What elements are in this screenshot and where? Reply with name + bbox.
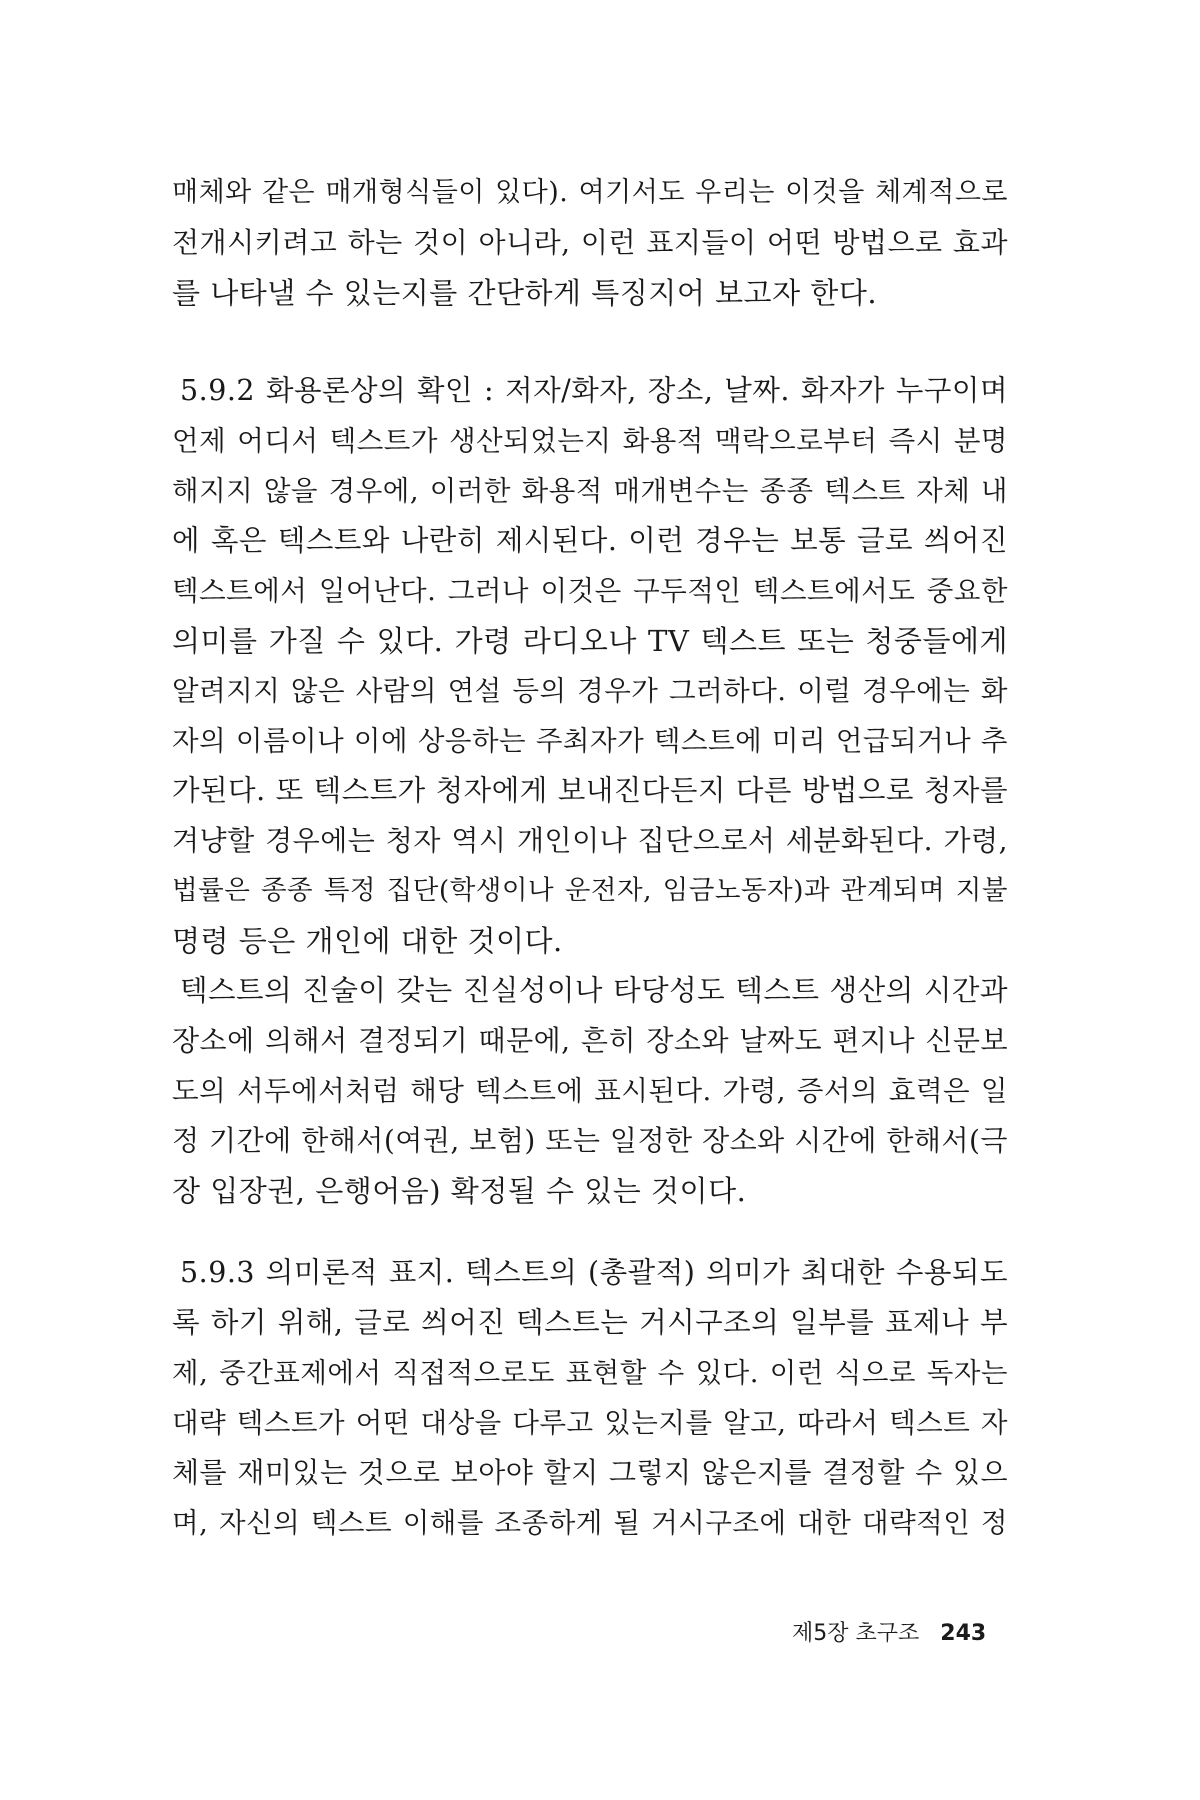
text-line: 에 혹은 텍스트와 나란히 제시된다. 이런 경우는 보통 글로 씌어진 [172, 524, 1008, 557]
text-line: 자의 이름이나 이에 상응하는 주최자가 텍스트에 미리 언급되거나 추 [172, 725, 1008, 757]
text-line: 가된다. 또 텍스트가 청자에게 보내진다든지 다른 방법으로 청자를 [172, 774, 1008, 807]
text-line: 체를 재미있는 것으로 보아야 할지 그렇지 않은지를 결정할 수 있으 [172, 1456, 1008, 1489]
page-footer [792, 1614, 1008, 1654]
text-line: 5.9.2 화용론상의 확인 : 저자/화자, 장소, 날짜. 화자가 누구이며 [180, 374, 1008, 407]
running-chapter-title: 제5장 초구조 [792, 1621, 920, 1646]
text-line: 전개시키려고 하는 것이 아니라, 이런 표지들이 어떤 방법으로 효과 [172, 226, 1008, 259]
page-number: 243 [940, 1621, 987, 1646]
text-line: 언제 어디서 텍스트가 생산되었는지 화용적 맥락으로부터 즉시 분명 [172, 425, 1008, 457]
text-line: 법률은 종종 특정 집단(학생이나 운전자, 임금노동자)과 관계되며 지불 [172, 875, 1008, 906]
text-line: 겨냥할 경우에는 청자 역시 개인이나 집단으로서 세분화된다. 가령, [172, 824, 1008, 857]
text-line: 제, 중간표제에서 직접적으로도 표현할 수 있다. 이런 식으로 독자는 [172, 1357, 1008, 1389]
text-line: 장 입장권, 은행어음) 확정될 수 있는 것이다. [172, 1174, 747, 1208]
text-line: 의미를 가질 수 있다. 가령 라디오나 TV 텍스트 또는 청중들에게 [172, 624, 1008, 658]
text-line: 알려지지 않은 사람의 연설 등의 경우가 그러하다. 이럴 경우에는 화 [172, 675, 1008, 707]
section-5-9-2 [172, 366, 1008, 1216]
text-line: 텍스트의 진술이 갖는 진실성이나 타당성도 텍스트 생산의 시간과 [180, 974, 1008, 1007]
text-line: 장소에 의해서 결정되기 때문에, 흔히 장소와 날짜도 편지나 신문보 [172, 1024, 1008, 1057]
text-line: 5.9.3 의미론적 표지. 텍스트의 (총괄적) 의미가 최대한 수용되도 [180, 1256, 1008, 1289]
text-line: 도의 서두에서처럼 해당 텍스트에 표시된다. 가령, 증서의 효력은 일 [172, 1075, 1008, 1107]
section-5-9-3 [172, 1248, 1008, 1548]
text-line: 를 나타낼 수 있는지를 간단하게 특징지어 보고자 한다. [172, 276, 878, 310]
text-line: 며, 자신의 텍스트 이해를 조종하게 될 거시구조에 대한 대략적인 정 [172, 1507, 1008, 1539]
text-line: 록 하기 위해, 글로 씌어진 텍스트는 거시구조의 일부를 표제나 부 [172, 1306, 1008, 1339]
text-line: 텍스트에서 일어난다. 그러나 이것은 구두적인 텍스트에서도 중요한 [172, 575, 1008, 607]
text-line: 정 기간에 한해서(여권, 보험) 또는 일정한 장소와 시간에 한해서(극 [172, 1124, 1008, 1157]
paragraph-continuation [172, 168, 1008, 318]
text-line: 명령 등은 개인에 대한 것이다. [172, 924, 563, 958]
text-line: 대략 텍스트가 어떤 대상을 다루고 있는지를 알고, 따라서 텍스트 자 [172, 1407, 1008, 1439]
text-line: 매체와 같은 매개형식들이 있다). 여기서도 우리는 이것을 체계적으로 [172, 177, 1008, 208]
text-line: 해지지 않을 경우에, 이러한 화용적 매개변수는 종종 텍스트 자체 내 [172, 475, 1008, 507]
